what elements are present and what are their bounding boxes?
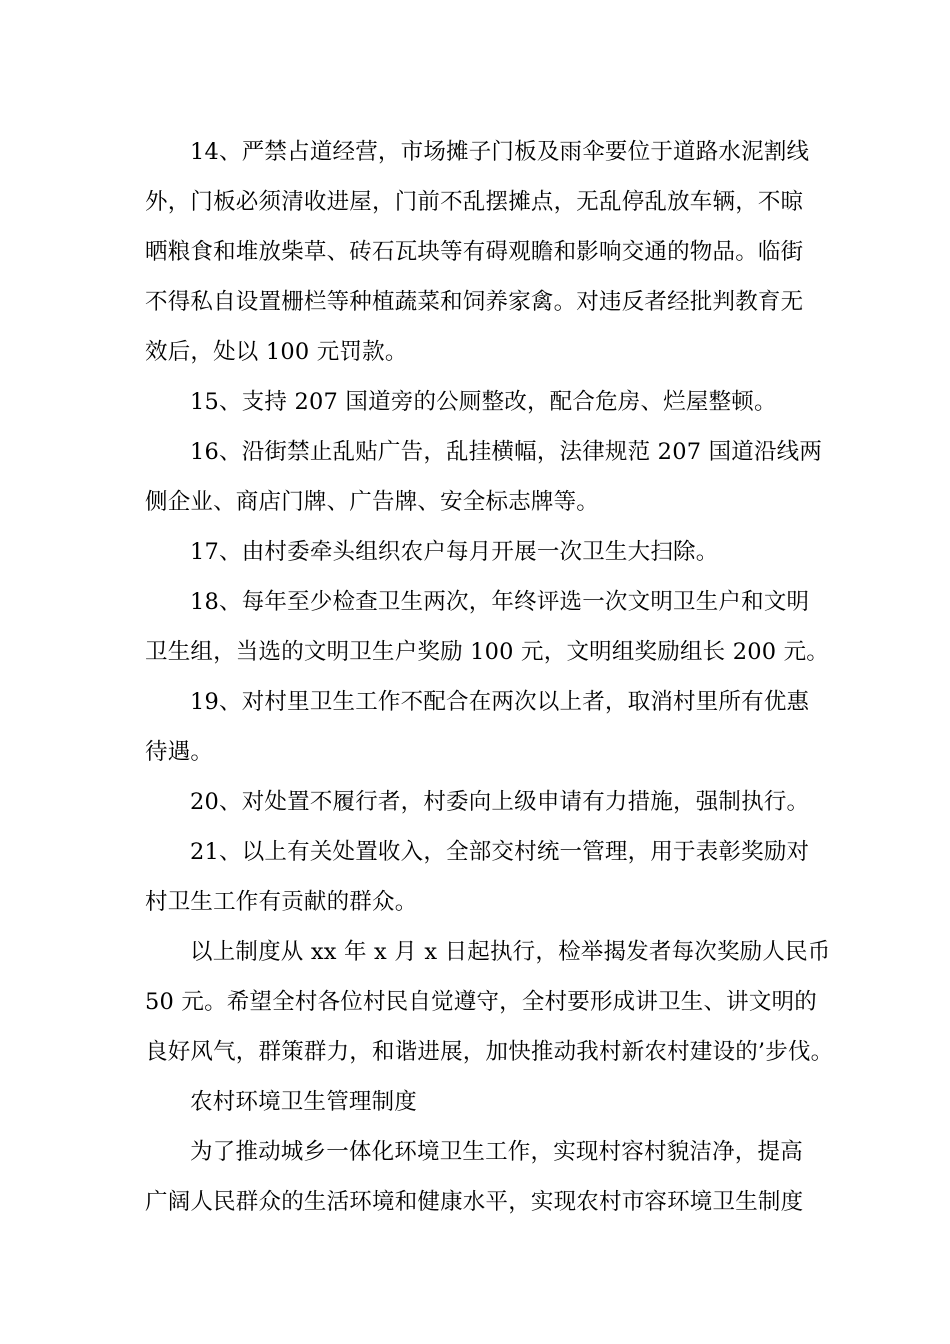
text-line: 50 元。希望全村各位村民自觉遵守，全村要形成讲卫生、讲文明的 [145,989,817,1015]
text-line: 16、沿街禁止乱贴广告，乱挂横幅，法律规范 207 国道沿线两 [190,439,823,465]
text-line: 20、对处置不履行者，村委向上级申请有力措施，强制执行。 [190,789,810,815]
text-line: 21、以上有关处置收入，全部交村统一管理，用于表彰奖励对 [190,839,810,865]
text-line: 14、严禁占道经营，市场摊子门板及雨伞要位于道路水泥割线 [190,139,810,165]
text-line: 村卫生工作有贡献的群众。 [145,889,418,915]
text-line: 侧企业、商店门牌、广告牌、安全标志牌等。 [145,489,600,515]
text-line: 效后，处以 100 元罚款。 [145,339,408,365]
text-line: 待遇。 [145,739,214,765]
text-line: 以上制度从 xx 年 x 月 x 日起执行，检举揭发者每次奖励人民币 [190,939,831,965]
text-line: 不得私自设置栅栏等种植蔬菜和饲养家禽。对违反者经批判教育无 [145,289,804,315]
text-line: 19、对村里卫生工作不配合在两次以上者，取消村里所有优惠 [190,689,810,715]
text-line: 广阔人民群众的生活环境和健康水平，实现农村市容环境卫生制度 [145,1189,804,1215]
section-title: 农村环境卫生管理制度 [190,1089,418,1115]
text-line: 15、支持 207 国道旁的公厕整改，配合危房、烂屋整顿。 [190,389,777,415]
text-line: 18、每年至少检查卫生两次，年终评选一次文明卫生户和文明 [190,589,810,615]
text-line: 良好风气，群策群力，和谐进展，加快推动我村新农村建设的’步伐。 [145,1039,834,1065]
text-line: 为了推动城乡一体化环境卫生工作，实现村容村貌洁净，提高 [190,1139,803,1165]
text-line: 卫生组，当选的文明卫生户奖励 100 元，文明组奖励组长 200 元。 [145,639,830,665]
text-line: 17、由村委牵头组织农户每月开展一次卫生大扫除。 [190,539,719,565]
text-line: 外，门板必须清收进屋，门前不乱摆摊点，无乱停乱放车辆，不晾 [145,189,804,215]
text-line: 晒粮食和堆放柴草、砖石瓦块等有碍观瞻和影响交通的物品。临街 [145,239,804,265]
